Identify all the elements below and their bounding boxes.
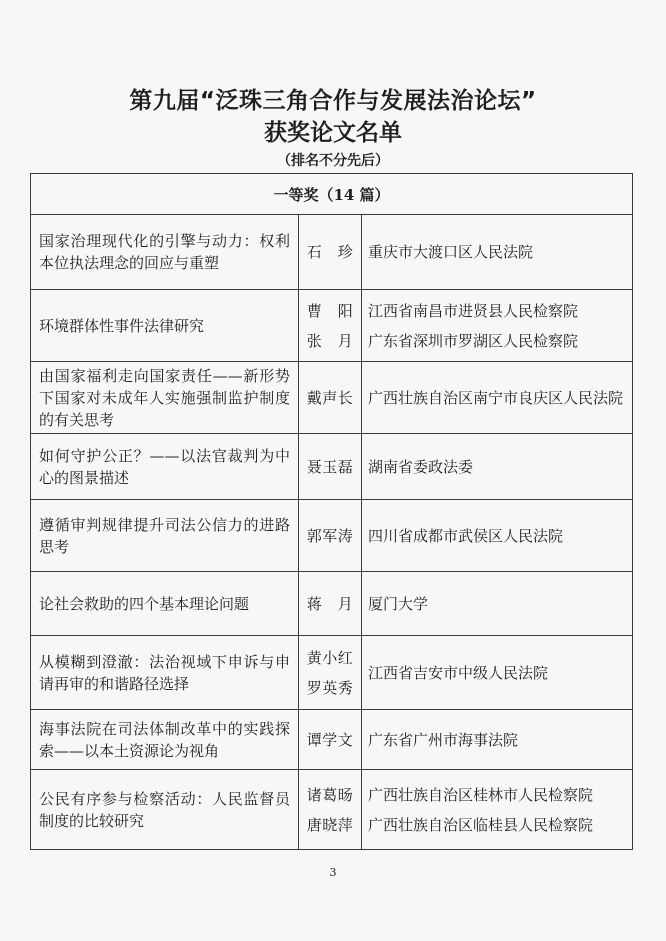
author-name: 黄小红 [306, 648, 354, 667]
table-row [31, 770, 633, 850]
paper-title: 遵循审判规律提升司法公信力的进路思考 [31, 500, 299, 572]
table-row [31, 434, 633, 500]
section-heading-row [31, 174, 633, 215]
organization-cell [362, 215, 633, 290]
author-name: 谭学文 [306, 730, 354, 749]
author-cell [299, 636, 362, 710]
organization-cell [362, 500, 633, 572]
ranking-note: （排名不分先后） [277, 153, 389, 169]
table-row [31, 710, 633, 770]
page-number: 3 [329, 866, 337, 879]
author-name: 戴声长 [306, 388, 354, 407]
table-row [31, 636, 633, 710]
organization-cell [362, 710, 633, 770]
paper-title: 环境群体性事件法律研究 [31, 290, 299, 362]
organization-name: 江西省南昌市进贤县人民检察院 [368, 301, 579, 320]
author-cell [299, 500, 362, 572]
paper-title: 海事法院在司法体制改革中的实践探索——以本土资源论为视角 [31, 710, 299, 770]
organization-name: 广西壮族自治区桂林市人民检察院 [368, 785, 594, 804]
organization-cell [362, 636, 633, 710]
paper-title: 国家治理现代化的引擎与动力：权利本位执法理念的回应与重塑 [31, 215, 299, 290]
author-cell [299, 215, 362, 290]
organization-cell [362, 572, 633, 636]
organization-cell [362, 770, 633, 850]
document-title-line1: 第九届“泛珠三角合作与发展法治论坛” [129, 88, 537, 114]
organization-name: 湖南省委政法委 [368, 457, 474, 476]
author-cell [299, 290, 362, 362]
table-row [31, 572, 633, 636]
author-name: 唐晓萍 [306, 815, 354, 834]
organization-name: 厦门大学 [368, 594, 429, 613]
organization-name: 广东省深圳市罗湖区人民检察院 [368, 331, 579, 350]
paper-title: 由国家福利走向国家责任——新形势下国家对未成年人实施强制监护制度的有关思考 [31, 362, 299, 434]
paper-title: 如何守护公正？——以法官裁判为中心的图景描述 [31, 434, 299, 500]
organization-cell [362, 362, 633, 434]
author-cell [299, 770, 362, 850]
author-cell [299, 572, 362, 636]
organization-cell [362, 434, 633, 500]
paper-title: 论社会救助的四个基本理论问题 [31, 572, 299, 636]
table-row [31, 215, 633, 290]
organization-name: 广西壮族自治区南宁市良庆区人民法院 [368, 388, 624, 407]
organization-name: 江西省吉安市中级人民法院 [368, 663, 549, 682]
author-name: 张 月 [306, 331, 354, 350]
table-row [31, 362, 633, 434]
table-row [31, 500, 633, 572]
author-cell [299, 710, 362, 770]
organization-cell [362, 290, 633, 362]
awards-table [30, 173, 633, 850]
paper-title: 公民有序参与检察活动：人民监督员制度的比较研究 [31, 770, 299, 850]
table-row [31, 290, 633, 362]
author-name: 蒋 月 [306, 594, 354, 613]
document-title-line2: 获奖论文名单 [264, 120, 402, 146]
organization-name: 重庆市大渡口区人民法院 [368, 243, 534, 261]
author-name: 郭军涛 [306, 526, 354, 545]
organization-name: 四川省成都市武侯区人民法院 [368, 526, 564, 545]
paper-title: 从模糊到澄澈：法治视域下申诉与申请再审的和谐路径选择 [31, 636, 299, 710]
author-cell [299, 362, 362, 434]
author-name: 罗英秀 [306, 678, 354, 697]
author-cell [299, 434, 362, 500]
author-name: 聂玉磊 [306, 457, 354, 476]
author-name: 诸葛旸 [306, 785, 354, 804]
organization-name: 广东省广州市海事法院 [368, 730, 519, 749]
organization-name: 广西壮族自治区临桂县人民检察院 [368, 815, 594, 834]
author-name: 曹 阳 [306, 301, 354, 320]
first-prize-heading: 一等奖（14 篇） [31, 174, 633, 215]
author-name: 石 珍 [306, 243, 354, 261]
